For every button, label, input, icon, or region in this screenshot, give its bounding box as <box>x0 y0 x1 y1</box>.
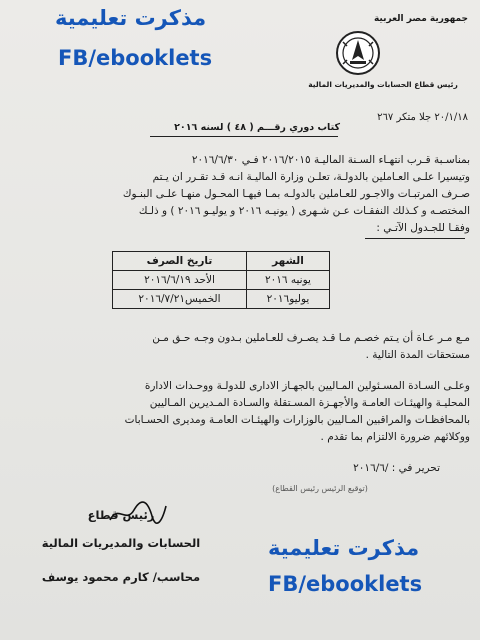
date-label: تحرير في : <box>391 462 440 474</box>
signature-title: رئيس قطاع <box>87 508 155 522</box>
header-country: جمهورية مصر العربية <box>373 14 469 24</box>
body-line: المحليـة والهيئـات العامـة والأجهـزة المسـتقلة والسـادة المـديرين المـاليين <box>149 397 470 409</box>
paragraph-instructions <box>24 378 470 446</box>
month-cell: يوليو٢٠١٦ <box>246 290 329 309</box>
table-row <box>113 290 330 309</box>
body-line: ووكلائهم ضرورة الالتزام بما تقدم . <box>320 431 470 443</box>
body-line: وتيسيرا علـى العـاملين بالدولـة، تعلـن وزارة الماليـة انـه قـد تقـرر ان يـتم <box>152 171 470 183</box>
table-intro-underline <box>365 238 465 239</box>
stamp-note: (توقيع الرئيس رئيس القطاع) <box>272 484 368 493</box>
watermark-english-top: FB/ebooklets <box>58 46 213 70</box>
signature-department: الحسابات والمديريات المالية <box>41 536 201 550</box>
header-sector: رئيس قطاع الحسابات والمديريات المالية <box>308 80 458 89</box>
body-line: صـرف المرتبـات والاجـور للعـاملين بالدولـه بمـا فيهـا المحـول منهـا علـى البنـوك <box>122 188 470 200</box>
body-line: المختصـه و كـذلك النفقـات عـن شـهرى ( يونيـه ٢٠١٦ و يوليـو ٢٠١٦ ) و ذلـك <box>138 205 470 217</box>
body-line: وعلـى السـادة المسـئولين المـاليين بالجهـاز الادارى للدولـة ووحـدات الادارة <box>144 380 470 392</box>
paragraph-deduction <box>24 330 470 364</box>
watermark-arabic-bottom: مذكرت تعليمية <box>268 536 420 560</box>
handwritten-reference: ٢٠/١/١٨ جلا متكر ٢٦٧ <box>377 112 468 123</box>
body-line: وفقـا للجـدول الآتـي : <box>376 222 470 234</box>
pay-date-cell: الأحد ٢٠١٦/٦/١٩ <box>113 271 247 290</box>
body-line: مستحقات المدة التالية . <box>365 349 470 361</box>
date-value: /٢٠١٦/٦ <box>353 462 389 474</box>
watermark-english-bottom: FB/ebooklets <box>268 572 423 596</box>
payment-schedule-table <box>112 251 330 309</box>
body-line: مـع مـر عـاة أن يـتم خصـم مـا قـد يصـرف للعـاملين بـدون وجـه حـق مـن <box>152 332 470 344</box>
watermark-arabic-top: مذكرت تعليمية <box>55 6 207 30</box>
ministry-emblem-icon <box>335 30 381 76</box>
month-cell: يونيه ٢٠١٦ <box>246 271 329 290</box>
signature-name: محاسب/ كارم محمود يوسف <box>41 570 201 584</box>
circular-underline <box>150 136 338 137</box>
date-line <box>230 462 440 474</box>
body-line: بالمحافظـات والمراقبين المـاليين بالوزارات والهيئـات العامـة ومديرى الحسـابات <box>124 414 470 426</box>
handwritten-signature-icon <box>108 500 168 530</box>
paragraph-intro <box>24 152 470 237</box>
column-header-pay-date: تاريخ الصرف <box>113 252 247 271</box>
table-header-row <box>113 252 330 271</box>
circular-number: كتاب دوري رقـــم ( ٤٨ ) لسنه ٢٠١٦ <box>174 122 340 133</box>
column-header-month: الشهر <box>246 252 329 271</box>
table-row <box>113 271 330 290</box>
body-line: بمناسـبة قـرب انتهـاء السـنة الماليـة ٢٠١٦/٢٠١٥ فـي ٢٠١٦/٦/٣٠ <box>191 154 470 166</box>
pay-date-cell: الخميس٢٠١٦/٧/٢١ <box>113 290 247 309</box>
